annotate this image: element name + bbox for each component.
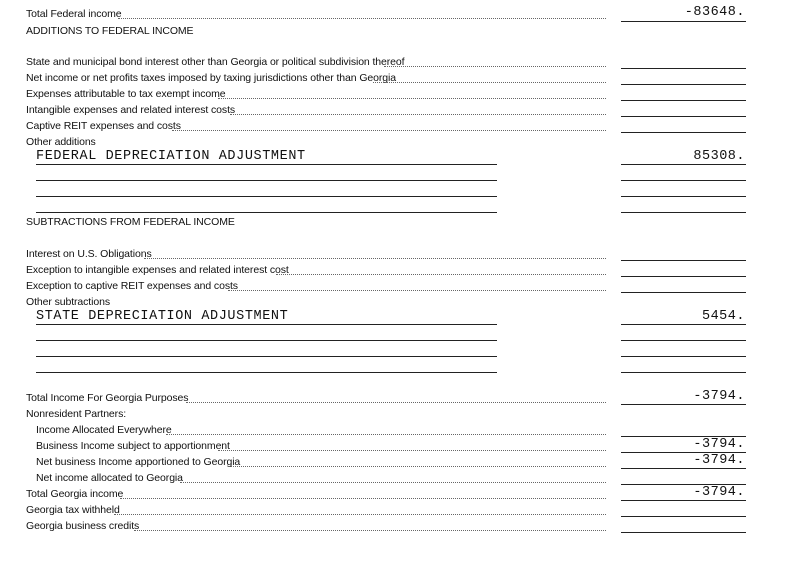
other-subtractions-label: Other subtractions <box>26 296 110 308</box>
intangible-expenses-field-line[interactable] <box>621 116 746 117</box>
additions-section-header: ADDITIONS TO FEDERAL INCOME <box>26 25 194 37</box>
georgia-tax-withheld-field-line[interactable] <box>621 516 746 517</box>
addition-description-line-3[interactable] <box>36 196 497 197</box>
total-georgia-purposes-label: Total Income For Georgia Purposes <box>26 392 189 404</box>
subtraction-amount-line-1[interactable] <box>621 324 746 325</box>
addition-amount-line-4[interactable] <box>621 212 746 213</box>
captive-reit-label: Captive REIT expenses and costs <box>26 120 181 132</box>
addition-amount-1[interactable]: 85308. <box>693 149 745 164</box>
subtraction-amount-line-3[interactable] <box>621 356 746 357</box>
leader-dots <box>276 274 606 275</box>
business-income-apportionment-label: Business Income subject to apportionment <box>36 440 230 452</box>
leader-dots <box>228 290 606 291</box>
income-allocated-everywhere-label: Income Allocated Everywhere <box>36 424 172 436</box>
net-income-taxes-label: Net income or net profits taxes imposed by taxing jurisdictions other than Georgia <box>26 72 396 84</box>
addition-amount-line-1[interactable] <box>621 164 746 165</box>
bond-interest-field-line[interactable] <box>621 68 746 69</box>
addition-description-line-2[interactable] <box>36 180 497 181</box>
addition-amount-line-2[interactable] <box>621 180 746 181</box>
captive-reit-field-line[interactable] <box>621 132 746 133</box>
addition-description-line-1[interactable] <box>36 164 497 165</box>
nonresident-partners-label: Nonresident Partners: <box>26 408 127 420</box>
subtraction-description-line-1[interactable] <box>36 324 497 325</box>
leader-dots <box>118 18 606 19</box>
total-federal-income-label: Total Federal income <box>26 8 122 20</box>
other-additions-label: Other additions <box>26 136 96 148</box>
us-obligations-field-line[interactable] <box>621 260 746 261</box>
subtraction-description-line-2[interactable] <box>36 340 497 341</box>
leader-dots <box>384 66 606 67</box>
leader-dots <box>120 498 606 499</box>
leader-dots <box>228 466 606 467</box>
total-georgia-purposes-field-line[interactable] <box>621 404 746 405</box>
bond-interest-label: State and municipal bond interest other than Georgia or political subdivision thereof <box>26 56 405 68</box>
addition-description-1[interactable]: FEDERAL DEPRECIATION ADJUSTMENT <box>36 149 306 164</box>
tax-exempt-expenses-label: Expenses attributable to tax exempt income <box>26 88 226 100</box>
subtraction-description-1[interactable]: STATE DEPRECIATION ADJUSTMENT <box>36 309 289 324</box>
leader-dots <box>180 482 606 483</box>
leader-dots <box>218 98 606 99</box>
leader-dots <box>218 450 606 451</box>
exception-intangible-field-line[interactable] <box>621 276 746 277</box>
total-federal-income-amount: -83648. <box>684 5 745 20</box>
exception-reit-label: Exception to captive REIT expenses and costs <box>26 280 238 292</box>
business-income-apportionment-amount: -3794. <box>693 437 745 452</box>
subtraction-amount-line-2[interactable] <box>621 340 746 341</box>
exception-reit-field-line[interactable] <box>621 292 746 293</box>
intangible-expenses-label: Intangible expenses and related interest costs <box>26 104 236 116</box>
leader-dots <box>373 82 606 83</box>
tax-exempt-expenses-field-line[interactable] <box>621 100 746 101</box>
subtraction-description-line-3[interactable] <box>36 356 497 357</box>
leader-dots <box>144 258 606 259</box>
georgia-business-credits-label: Georgia business credits <box>26 520 140 532</box>
leader-dots <box>230 114 606 115</box>
exception-intangible-label: Exception to intangible expenses and related interest cost <box>26 264 289 276</box>
georgia-tax-withheld-label: Georgia tax withheld <box>26 504 120 516</box>
addition-description-line-4[interactable] <box>36 212 497 213</box>
net-income-allocated-label: Net income allocated to Georgia <box>36 472 183 484</box>
total-georgia-income-label: Total Georgia income <box>26 488 124 500</box>
total-federal-income-field-line[interactable] <box>621 21 746 22</box>
subtraction-description-line-4[interactable] <box>36 372 497 373</box>
leader-dots <box>186 402 606 403</box>
net-business-apportioned-field-line[interactable] <box>621 468 746 469</box>
georgia-business-credits-field-line[interactable] <box>621 532 746 533</box>
subtraction-amount-1[interactable]: 5454. <box>701 309 745 324</box>
leader-dots <box>134 530 606 531</box>
net-business-apportioned-amount: -3794. <box>693 453 745 468</box>
leader-dots <box>114 514 606 515</box>
total-georgia-income-field-line[interactable] <box>621 500 746 501</box>
subtraction-amount-line-4[interactable] <box>621 372 746 373</box>
addition-amount-line-3[interactable] <box>621 196 746 197</box>
subtractions-section-header: SUBTRACTIONS FROM FEDERAL INCOME <box>26 216 235 228</box>
net-business-apportioned-label: Net business Income apportioned to Georgia <box>36 456 241 468</box>
leader-dots <box>166 434 606 435</box>
net-income-taxes-field-line[interactable] <box>621 84 746 85</box>
us-obligations-label: Interest on U.S. Obligations <box>26 248 152 260</box>
total-georgia-purposes-amount: -3794. <box>693 389 745 404</box>
total-georgia-income-amount: -3794. <box>693 485 745 500</box>
leader-dots <box>172 130 606 131</box>
